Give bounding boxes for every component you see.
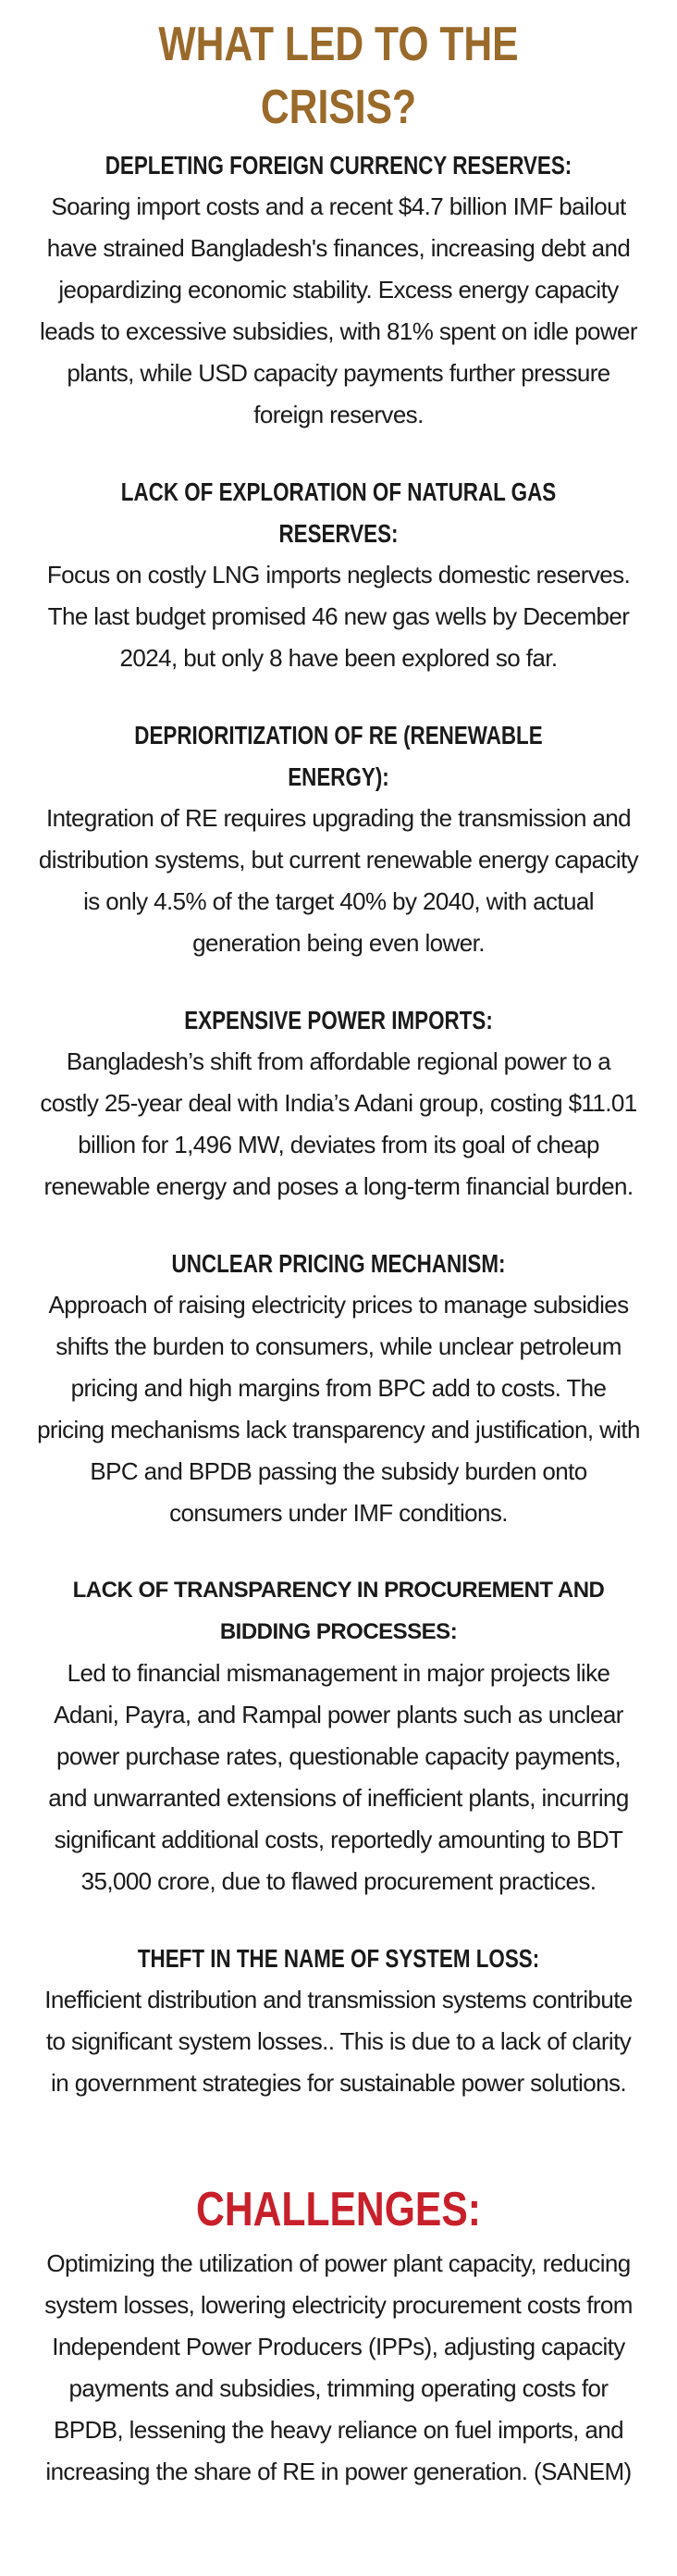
section-body: Approach of raising electricity prices to manage subsidies shifts the burden to consumers, while unclear petroleum pricing and high margins from BPC add to costs. The pricing mechanisms lack transparency and justification, with BPC and BPDB passing the subsidy burden onto consumers under IMF conditions. [37,1291,640,1527]
section-body: Led to financial mismanagement in major projects like Adani, Payra, and Rampal power plants such as unclear power purchase rates, questionable capacity payments, and unwarranted extensions of inefficient plants, incurring significant additional costs, reportedly amounting to BDT 35,000 crore, due to flawed procurement practices. [48,1659,629,1895]
section-system-loss [37,1938,640,2104]
section-heading: LACK OF EXPLORATION OF NATURAL GAS RESERVES: [120,477,557,548]
section-heading: EXPENSIVE POWER IMPORTS: [184,1006,493,1034]
section-natural-gas [37,471,640,679]
challenges-body: Optimizing the utilization of power plant capacity, reducing system losses, lowering electricity procurement costs from Independent Power Producers (IPPs), adjusting capacity payments and subsidies, trimming operating costs for BPDB, lessening the heavy reliance on fuel imports, and increasing the share of RE in power generation. (SANEM) [44,2249,633,2485]
section-pricing-mechanism [37,1243,640,1534]
section-power-imports [37,999,640,1208]
section-body: Focus on costly LNG imports neglects domestic reserves. The last budget promised 46 new gas wells by December 2024, but only 8 have been explored so far. [46,561,631,672]
section-procurement-transparency [37,1569,640,1902]
crisis-title: WHAT LED TO THE CRISIS? [158,18,519,134]
section-heading: UNCLEAR PRICING MECHANISM: [171,1249,506,1278]
section-foreign-currency [37,144,640,436]
section-body: Integration of RE requires upgrading the transmission and distribution systems, but current renewable energy capacity is only 4.5% of the target 40% by 2040, with actual generation being even lower. [38,804,639,957]
section-body: Soaring import costs and a recent $4.7 billion IMF bailout have strained Bangladesh's finances, increasing debt and jeopardizing economic stability. Excess energy capacity leads to excessive subsidies, with 81% spent on idle power plants, while USD capacity payments further pressure foreign reserves. [40,192,637,428]
section-heading: DEPRIORITIZATION OF RE (RENEWABLE ENERGY): [134,721,543,791]
section-renewable-energy [37,714,640,964]
section-heading: DEPLETING FOREIGN CURRENCY RESERVES: [105,151,572,180]
challenges-section [37,2178,640,2493]
section-heading: THEFT IN THE NAME OF SYSTEM LOSS: [137,1944,540,1973]
section-heading: LACK OF TRANSPARENCY IN PROCUREMENT AND BIDDING PROCESSES: [72,1578,605,1644]
section-body: Bangladesh’s shift from affordable regional power to a costly 25-year deal with India’s Adani group, costing $11.01 billion for 1,496 MW, deviates from its goal of cheap renewable energy and poses a long-term financial burden. [40,1047,637,1200]
section-body: Inefficient distribution and transmission systems contribute to significant system losses.. This is due to a lack of clarity in government strategies for sustainable power solutions. [44,1986,633,2097]
challenges-title: CHALLENGES: [196,2183,481,2236]
